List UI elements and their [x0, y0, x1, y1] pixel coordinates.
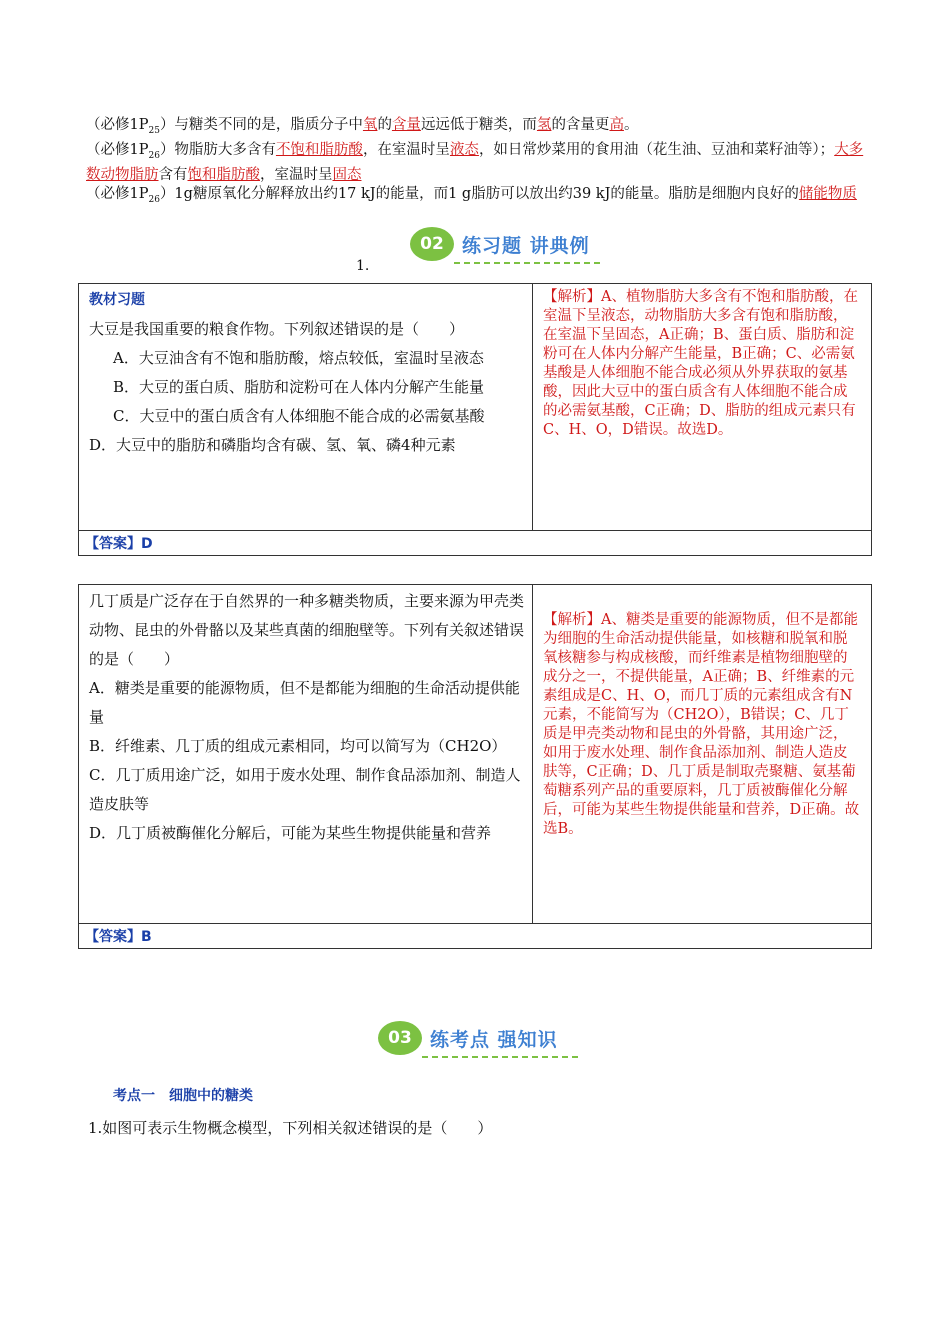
option-a: A．糖类是重要的能源物质，但不是都能为细胞的生命活动提供能量 [89, 679, 520, 726]
section-number-badge: 03 [378, 1021, 422, 1055]
option-c: C．大豆中的蛋白质含有人体细胞不能合成的必需氨基酸 [113, 407, 485, 425]
blank-answer: 饱和脂肪酸 [187, 166, 260, 183]
question-3-stem: 1.如图可表示生物概念模型，下列相关叙述错误的是（ ） [88, 1119, 493, 1137]
section-title: 练习题 讲典例 [462, 234, 590, 257]
question-table-1 [78, 283, 872, 556]
option-d: D．几丁质被酶催化分解后，可能为某些生物提供能量和营养 [89, 824, 492, 842]
blank-answer: 固态 [332, 166, 362, 183]
question-stem: 几丁质是广泛存在于自然界的一种多糖类物质，主要来源为甲壳类动物、昆虫的外骨骼以及某些真菌的细胞壁等。下列有关叙述错误的是（ ） [89, 592, 525, 668]
dashed-divider [454, 262, 600, 264]
question-stem: 大豆是我国重要的粮食作物。下列叙述错误的是（ ） [89, 320, 465, 338]
blank-answer: 大多数动物脂肪 [86, 141, 864, 183]
note-line-3: （必修$1P_{26})1g$糖原氧化分解释放出约17 kJ的能量，而1 g脂肪可以放出约39 kJ的能量。脂肪是细胞内良好的储能物质 [86, 185, 857, 205]
blank-answer: 氧 [362, 117, 378, 133]
blank-answer: 含量 [391, 117, 421, 133]
analysis-cell: 【解析】A、植物脂肪大多含有不饱和脂肪酸，在室温下呈液态，动物脂肪大多含有饱和脂肪酸，在室温下呈固态，A正确；B、蛋白质、脂肪和淀粉可在人体内分解产生能量，B正确；C、必需氨基酸是人体细胞不能合成必须从外界获取的氨基酸，因此大豆中的蛋白质含有人体细胞不能合成的必需氨基酸，C正确；D、脂肪的组成元素只有C、H、O，D错误。故选D。 [533, 284, 872, 531]
section-number-badge: 02 [410, 227, 454, 261]
option-d: D．大豆中的脂肪和磷脂均含有碳、氢、氧、磷4种元素 [89, 436, 456, 454]
section-banner-03 [378, 1018, 578, 1058]
blank-answer: 氢 [536, 117, 552, 133]
analysis-cell: 【解析】A、糖类是重要的能源物质，但不是都能为细胞的生命活动提供能量，如核糖和脱氧和脱氧核糖参与构成核酸，而纤维素是植物细胞壁的成分之一，不提供能量，A正确；B、纤维素的元素组成是C、H、O，而几丁质的元素组成含有N元素，不能简写为（CH2O），B错误；C、几丁质是甲壳类动物和昆虫的外骨骼，其用途广泛，如用于废水处理、制作食品添加剂、制造人造皮肤等，C正确；D、几丁质是制取壳聚糖、氨基葡萄糖系列产品的重要原料，几丁质被酶催化分解后，可能为某些生物提供能量和营养，D正确。故选B。 [533, 585, 872, 924]
note-line-2: （必修$1P_{26}$）物脂肪大多含有不饱和脂肪酸，在室温时呈液态，如日常炒菜用的食用油（花生油、豆油和菜籽油等）；大多数动物脂肪含有饱和脂肪酸，室温时呈固态 [86, 141, 864, 183]
blank-answer: 液态 [449, 141, 479, 158]
item-number: 1. [356, 258, 370, 274]
question-table-2 [78, 584, 872, 949]
blank-answer: 不饱和脂肪酸 [275, 141, 363, 158]
option-c: C．几丁质用途广泛，如用于废水处理、制作食品添加剂、制造人造皮肤等 [89, 766, 521, 813]
dashed-divider [422, 1056, 578, 1058]
section-title: 练考点 强知识 [430, 1028, 558, 1051]
blank-answer: 储能物质 [798, 185, 857, 202]
answer-row: 【答案】D [79, 531, 872, 556]
note-line-1: （必修$1P_{25}$）与糖类不同的是，脂质分子中氧的含量远远低于糖类，而氢的含量更高。 [86, 117, 639, 136]
exam-point-heading: 考点一 细胞中的糖类 [113, 1088, 253, 1104]
question-cell [79, 284, 533, 531]
question-label: 教材习题 [89, 292, 145, 308]
intro-notes [86, 116, 876, 210]
question-cell [79, 585, 533, 924]
section-banner-02 [410, 224, 600, 264]
answer-row: 【答案】B [79, 924, 872, 949]
blank-answer: 高 [609, 117, 624, 133]
option-a: A．大豆油含有不饱和脂肪酸，熔点较低，室温时呈液态 [113, 349, 484, 367]
option-b: B．纤维素、几丁质的组成元素相同，均可以简写为（CH2O） [89, 737, 507, 755]
option-b: B．大豆的蛋白质、脂肪和淀粉可在人体内分解产生能量 [113, 378, 485, 396]
